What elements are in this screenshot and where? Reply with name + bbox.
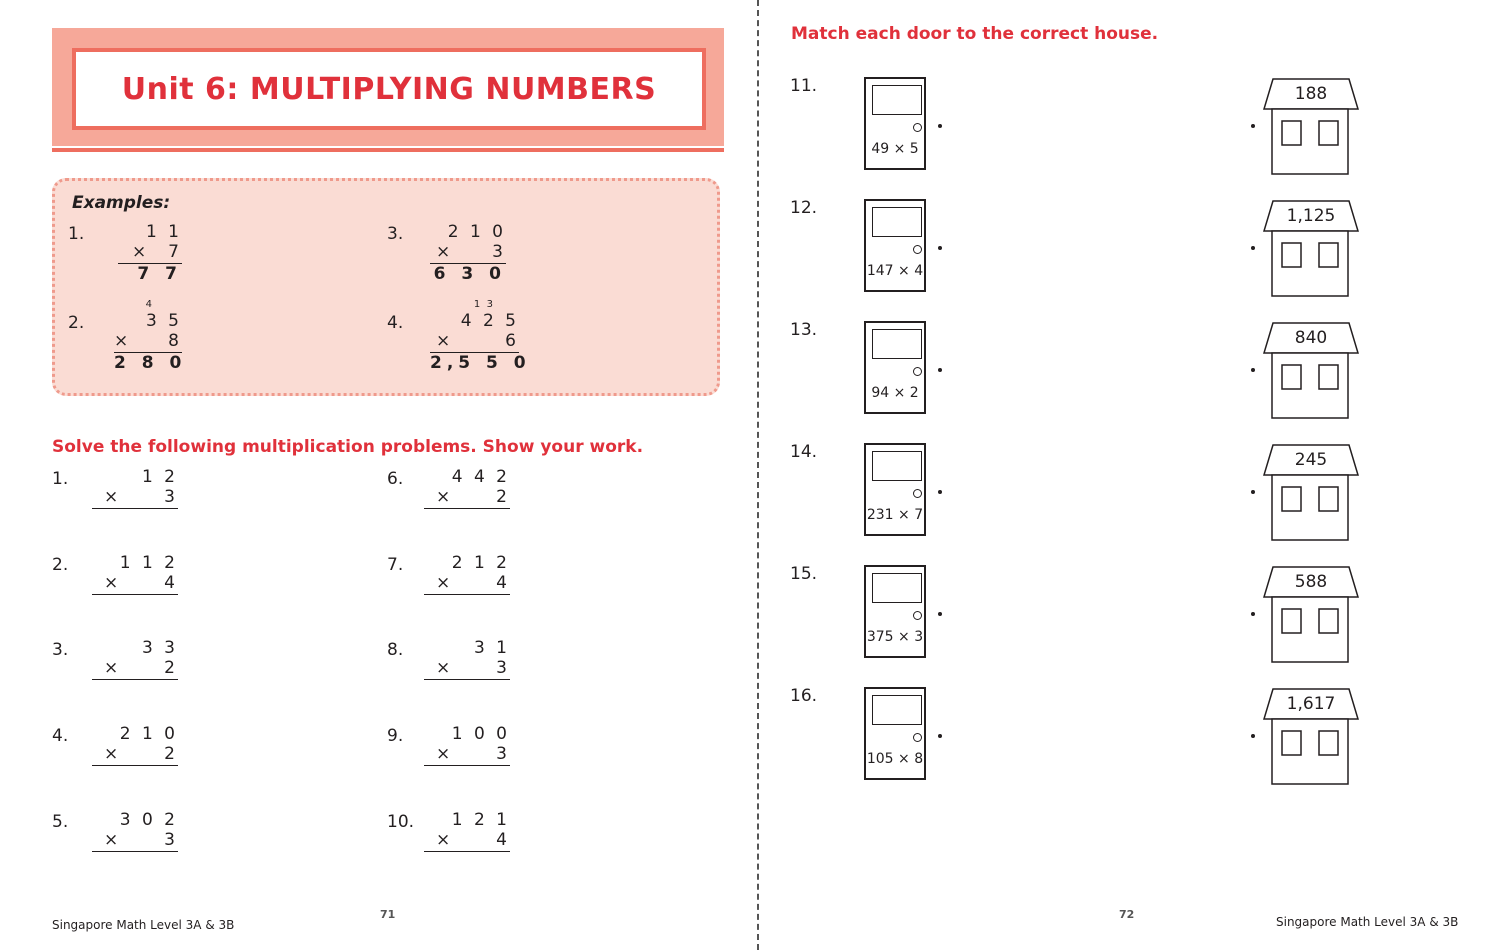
door-knob <box>913 123 922 132</box>
times-sign: × <box>436 242 454 262</box>
multiplier-row <box>92 830 178 850</box>
multiplier: 7 <box>168 242 182 262</box>
multiplier-row <box>118 242 182 262</box>
multiplication-stack <box>424 553 510 595</box>
answer-line <box>92 679 178 680</box>
multiplier-row <box>424 487 510 507</box>
answer-line <box>424 508 510 509</box>
door <box>864 565 926 658</box>
multiplier-row <box>430 331 519 351</box>
times-sign: × <box>436 331 454 351</box>
answer-line <box>92 594 178 595</box>
multiplier-row <box>424 658 510 678</box>
door-window <box>872 329 922 359</box>
multiplicand: 1 1 2 <box>119 553 178 573</box>
problem-number: 3. <box>52 640 69 660</box>
multiplication-stack <box>92 553 178 595</box>
carry-digit: 1 3 <box>473 299 493 310</box>
multiplier: 3 <box>164 487 178 507</box>
multiplicand: 1 1 <box>145 222 182 242</box>
problem-number: 10. <box>387 812 415 832</box>
multiplicand: 2 1 0 <box>447 222 506 242</box>
door-window <box>872 85 922 115</box>
multiplication-stack <box>424 467 510 509</box>
multiplication-stack <box>92 467 178 509</box>
house-match-dot[interactable] <box>1251 734 1255 738</box>
multiplier: 4 <box>164 573 178 593</box>
house-value: 840 <box>1294 328 1328 348</box>
match-number: 13. <box>790 320 818 340</box>
multiplicand: 4 2 5 <box>460 311 519 331</box>
house <box>1263 566 1359 664</box>
answer-line <box>424 851 510 852</box>
problem-number: 8. <box>387 640 404 660</box>
multiplication-stack <box>424 810 510 852</box>
problem-number: 5. <box>52 812 69 832</box>
door-knob <box>913 733 922 742</box>
house-value: 245 <box>1294 450 1328 470</box>
multiplier: 3 <box>496 658 510 678</box>
multiplicand: 1 2 1 <box>451 810 510 830</box>
problem-number: 1. <box>52 469 69 489</box>
door <box>864 687 926 780</box>
multiplicand: 3 1 <box>473 638 510 658</box>
times-sign: × <box>436 658 454 678</box>
carry-digit: 4 <box>145 299 152 310</box>
door-expression: 94 × 2 <box>871 385 919 401</box>
footer-left: Singapore Math Level 3A & 3B <box>52 918 235 932</box>
unit-title: Unit 6: MULTIPLYING NUMBERS <box>121 71 657 107</box>
door-window <box>872 695 922 725</box>
problem-number: 3. <box>387 224 404 244</box>
house-value: 188 <box>1294 84 1328 104</box>
house-match-dot[interactable] <box>1251 490 1255 494</box>
multiplier: 8 <box>168 331 182 351</box>
multiplication-stack <box>424 724 510 766</box>
problem-number: 2. <box>68 313 85 333</box>
door <box>864 77 926 170</box>
multiplicand: 4 4 2 <box>451 467 510 487</box>
times-sign: × <box>104 573 122 593</box>
house-match-dot[interactable] <box>1251 368 1255 372</box>
answer: 6 3 0 <box>433 264 506 284</box>
house <box>1263 78 1359 176</box>
problem-number: 9. <box>387 726 404 746</box>
examples-heading: Examples: <box>72 193 171 213</box>
house-match-dot[interactable] <box>1251 612 1255 616</box>
answer-line <box>424 765 510 766</box>
door-match-dot[interactable] <box>938 124 942 128</box>
times-sign: × <box>104 487 122 507</box>
title-banner-underline <box>52 148 724 152</box>
times-sign: × <box>114 331 132 351</box>
door-match-dot[interactable] <box>938 246 942 250</box>
title-box <box>72 48 706 130</box>
door <box>864 443 926 536</box>
match-number: 11. <box>790 76 818 96</box>
footer-right: Singapore Math Level 3A & 3B <box>1276 915 1459 929</box>
multiplication-stack <box>424 638 510 680</box>
answer-line <box>92 765 178 766</box>
multiplier: 2 <box>164 744 178 764</box>
multiplier: 3 <box>164 830 178 850</box>
times-sign: × <box>132 242 150 262</box>
door-knob <box>913 489 922 498</box>
door-expression: 231 × 7 <box>866 507 924 523</box>
multiplication-stack <box>92 638 178 680</box>
house <box>1263 688 1359 786</box>
times-sign: × <box>436 573 454 593</box>
multiplier-row <box>92 744 178 764</box>
door-knob <box>913 367 922 376</box>
door-expression: 105 × 8 <box>866 751 924 767</box>
door-knob <box>913 611 922 620</box>
multiplication-stack <box>92 810 178 852</box>
multiplier-row <box>430 242 506 262</box>
house <box>1263 322 1359 420</box>
problem-number: 1. <box>68 224 85 244</box>
answer-line <box>92 851 178 852</box>
problem-number: 4. <box>387 313 404 333</box>
multiplier-row <box>424 573 510 593</box>
house <box>1263 200 1359 298</box>
house <box>1263 444 1359 542</box>
multiplier-row <box>92 658 178 678</box>
answer: 7 7 <box>137 264 182 284</box>
door-window <box>872 573 922 603</box>
multiplicand: 2 1 2 <box>451 553 510 573</box>
times-sign: × <box>436 830 454 850</box>
multiplier-row <box>92 573 178 593</box>
multiplier-row <box>424 744 510 764</box>
match-number: 15. <box>790 564 818 584</box>
problem-number: 6. <box>387 469 404 489</box>
problem-number: 7. <box>387 555 404 575</box>
door-knob <box>913 245 922 254</box>
multiplication-stack <box>92 724 178 766</box>
door-window <box>872 207 922 237</box>
multiplier: 4 <box>496 573 510 593</box>
door-expression: 375 × 3 <box>866 629 924 645</box>
house-value: 1,125 <box>1286 206 1336 226</box>
multiplication-stack <box>118 222 182 284</box>
multiplier-row <box>92 487 178 507</box>
multiplier: 3 <box>492 242 506 262</box>
page-number-left: 71 <box>380 908 396 921</box>
page-number-right: 72 <box>1119 908 1135 921</box>
answer-line <box>424 594 510 595</box>
times-sign: × <box>436 744 454 764</box>
door <box>864 321 926 414</box>
multiplication-stack <box>430 222 506 284</box>
multiplicand: 3 0 2 <box>119 810 178 830</box>
match-instruction: Match each door to the correct house. <box>791 24 1159 44</box>
multiplication-stack <box>430 299 531 373</box>
multiplicand: 3 3 <box>141 638 178 658</box>
multiplier-row <box>424 830 510 850</box>
right-page <box>758 0 1510 950</box>
answer: 2 8 0 <box>114 353 187 373</box>
problem-number: 2. <box>52 555 69 575</box>
multiplicand: 1 2 <box>141 467 178 487</box>
door-match-dot[interactable] <box>938 612 942 616</box>
door-expression: 49 × 5 <box>871 141 919 157</box>
match-number: 14. <box>790 442 818 462</box>
door-window <box>872 451 922 481</box>
multiplier: 2 <box>496 487 510 507</box>
multiplier: 2 <box>164 658 178 678</box>
times-sign: × <box>436 487 454 507</box>
house-value: 1,617 <box>1286 694 1336 714</box>
door <box>864 199 926 292</box>
multiplication-stack <box>114 299 187 373</box>
answer-line <box>92 508 178 509</box>
door-match-dot[interactable] <box>938 490 942 494</box>
match-number: 16. <box>790 686 818 706</box>
solve-instruction: Solve the following multiplication problems. Show your work. <box>52 437 644 457</box>
door-expression: 147 × 4 <box>866 263 924 279</box>
house-match-dot[interactable] <box>1251 124 1255 128</box>
house-value: 588 <box>1294 572 1328 592</box>
answer: 2,5 5 0 <box>430 353 531 373</box>
multiplier: 4 <box>496 830 510 850</box>
door-match-dot[interactable] <box>938 368 942 372</box>
multiplier-row <box>114 331 182 351</box>
multiplier: 3 <box>496 744 510 764</box>
answer-line <box>424 679 510 680</box>
times-sign: × <box>104 830 122 850</box>
multiplier: 6 <box>505 331 519 351</box>
times-sign: × <box>104 744 122 764</box>
multiplicand: 3 5 <box>145 311 182 331</box>
house-match-dot[interactable] <box>1251 246 1255 250</box>
match-number: 12. <box>790 198 818 218</box>
door-match-dot[interactable] <box>938 734 942 738</box>
times-sign: × <box>104 658 122 678</box>
multiplicand: 1 0 0 <box>451 724 510 744</box>
problem-number: 4. <box>52 726 69 746</box>
multiplicand: 2 1 0 <box>119 724 178 744</box>
